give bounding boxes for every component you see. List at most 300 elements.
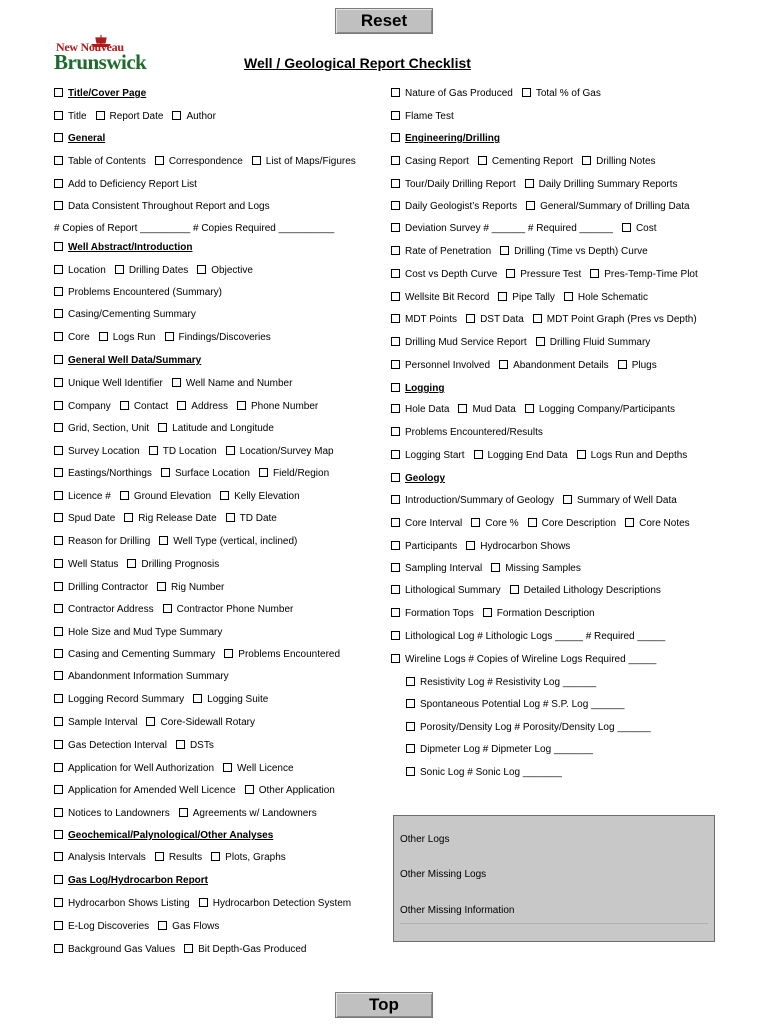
checklist-label: Drilling Contractor	[68, 582, 149, 593]
checklist-row	[54, 829, 273, 843]
checkbox[interactable]	[54, 536, 63, 545]
checklist-label: Contractor Address	[68, 604, 154, 615]
new-brunswick-logo	[54, 34, 166, 76]
checklist-label: Well Name and Number	[185, 378, 293, 389]
checkbox[interactable]	[391, 450, 400, 459]
checkbox[interactable]	[491, 563, 500, 572]
checkbox[interactable]	[391, 541, 400, 550]
checklist-row	[54, 807, 317, 821]
checkbox[interactable]	[483, 608, 492, 617]
checklist-label: Logging End Data	[487, 450, 568, 461]
checklist-row	[54, 308, 196, 322]
checklist-label: Hydrocarbon Shows Listing	[68, 898, 190, 909]
checkbox[interactable]	[54, 423, 63, 432]
checklist-label: Rate of Penetration	[405, 246, 492, 257]
checkbox[interactable]	[582, 156, 591, 165]
checklist-row	[391, 403, 675, 417]
checklist-label: Rig Number	[171, 582, 225, 593]
checkbox[interactable]	[391, 292, 400, 301]
checklist-row	[54, 178, 197, 192]
checkbox[interactable]	[391, 563, 400, 572]
other-missing-logs-label: Other Missing Logs	[400, 869, 487, 880]
checklist-label: TD Location	[162, 446, 217, 457]
checklist-label: Spud Date	[68, 513, 116, 524]
checkbox[interactable]	[391, 111, 400, 120]
checklist-row	[391, 200, 690, 214]
checklist-row	[391, 517, 690, 531]
checkbox[interactable]	[391, 608, 400, 617]
checklist-label: Objective	[211, 265, 253, 276]
checkbox[interactable]	[54, 944, 63, 953]
checkbox[interactable]	[252, 156, 261, 165]
checkbox[interactable]	[499, 360, 508, 369]
checkbox[interactable]	[54, 852, 63, 861]
checklist-label: Core-Sidewall Rotary	[160, 717, 255, 728]
checkbox[interactable]	[466, 541, 475, 550]
checklist-label: Address	[191, 401, 228, 412]
checklist-label: Contact	[133, 401, 169, 412]
checklist-row	[54, 354, 201, 368]
divider	[400, 923, 708, 924]
checkbox[interactable]	[120, 491, 129, 500]
checkbox[interactable]	[54, 763, 63, 772]
checkbox[interactable]	[54, 111, 63, 120]
checkbox[interactable]	[618, 360, 627, 369]
logo-line1: New Nouveau	[56, 40, 124, 54]
checklist-label: Lithological Log # Lithologic Logs _____ # Required _____	[405, 631, 666, 642]
checklist-row	[54, 920, 219, 934]
checkbox[interactable]	[224, 649, 233, 658]
checkbox[interactable]	[391, 269, 400, 278]
checkbox[interactable]	[54, 242, 63, 251]
checklist-row	[391, 426, 543, 440]
checkbox[interactable]	[176, 740, 185, 749]
checklist-row	[54, 648, 340, 662]
checkbox[interactable]	[223, 763, 232, 772]
checklist-label: Daily Geologist’s Reports	[405, 201, 518, 212]
checklist-row	[54, 762, 294, 776]
checklist-label: Sampling Interval	[405, 563, 483, 574]
checklist-label: Add to Deficiency Report List	[68, 179, 197, 190]
checkbox[interactable]	[149, 446, 158, 455]
checkbox[interactable]	[391, 518, 400, 527]
checklist-label: Drilling Prognosis	[141, 559, 220, 570]
checkbox[interactable]	[157, 582, 166, 591]
checklist-label: General/Summary of Drilling Data	[540, 201, 690, 212]
checklist-label: Porosity/Density Log # Porosity/Density Log ______	[420, 722, 651, 733]
checklist-label: Casing and Cementing Summary	[68, 649, 216, 660]
section-heading: Geology	[405, 473, 446, 484]
checklist-label: Pressure Test	[520, 269, 582, 280]
checkbox[interactable]	[54, 582, 63, 591]
checkbox[interactable]	[391, 360, 400, 369]
checklist-label: Kelly Elevation	[234, 491, 300, 502]
checklist-row	[406, 721, 651, 735]
section-heading: General	[68, 133, 106, 144]
checkbox[interactable]	[391, 314, 400, 323]
checklist-label: # Copies of Report _________ # Copies Required __________	[54, 223, 335, 234]
checkbox[interactable]	[54, 446, 63, 455]
checklist-label: Results	[168, 852, 203, 863]
checklist-row	[54, 512, 277, 526]
checkbox[interactable]	[54, 491, 63, 500]
checkbox[interactable]	[54, 694, 63, 703]
checkbox[interactable]	[54, 604, 63, 613]
checkbox[interactable]	[590, 269, 599, 278]
checklist-row	[54, 716, 255, 730]
checklist-label: Casing/Cementing Summary	[68, 309, 196, 320]
checklist-row	[406, 698, 624, 712]
checkbox[interactable]	[179, 808, 188, 817]
checklist-row	[54, 286, 222, 300]
checkbox[interactable]	[406, 744, 415, 753]
checkbox[interactable]	[54, 513, 63, 522]
checklist-label: TD Date	[239, 513, 277, 524]
checklist-label: Formation Description	[496, 608, 595, 619]
checkbox[interactable]	[525, 404, 534, 413]
checklist-row	[54, 400, 318, 414]
section-heading: Logging	[405, 383, 445, 394]
checkbox[interactable]	[115, 265, 124, 274]
checklist-row	[54, 626, 222, 640]
checkbox[interactable]	[406, 699, 415, 708]
checklist-label: Resistivity Log # Resistivity Log ______	[420, 677, 597, 688]
checkbox[interactable]	[165, 332, 174, 341]
checklist-label: Casing Report	[405, 156, 469, 167]
checklist-row	[391, 336, 650, 350]
checkbox[interactable]	[54, 875, 63, 884]
reset-button[interactable]: Reset	[335, 8, 433, 34]
checklist-label: Tour/Daily Drilling Report	[405, 179, 516, 190]
checklist-row	[54, 851, 286, 865]
checklist-label: Mud Data	[472, 404, 516, 415]
checkbox[interactable]	[96, 111, 105, 120]
checklist-label: Well Status	[68, 559, 119, 570]
checkbox[interactable]	[391, 473, 400, 482]
checkbox[interactable]	[259, 468, 268, 477]
checkbox[interactable]	[54, 830, 63, 839]
checkbox[interactable]	[226, 446, 235, 455]
checkbox[interactable]	[120, 401, 129, 410]
checkbox[interactable]	[533, 314, 542, 323]
checkbox[interactable]	[391, 654, 400, 663]
checklist-label: Core Interval	[405, 518, 463, 529]
checklist-row	[54, 558, 219, 572]
checklist-label: Well Licence	[237, 763, 294, 774]
checklist-label: Plugs	[631, 360, 657, 371]
checkbox[interactable]	[54, 179, 63, 188]
checkbox[interactable]	[172, 378, 181, 387]
checklist-label: MDT Points	[405, 314, 458, 325]
checklist-label: Bit Depth-Gas Produced	[198, 944, 307, 955]
checkbox[interactable]	[54, 88, 63, 97]
checklist-row	[391, 382, 444, 396]
checklist-label: Well Type (vertical, inclined)	[173, 536, 298, 547]
section-heading: Engineering/Drilling	[405, 133, 501, 144]
section-heading: Title/Cover Page	[68, 88, 147, 99]
checklist-label: Gas Detection Interval	[68, 740, 167, 751]
checklist-row	[54, 535, 297, 549]
checklist-row	[54, 422, 274, 436]
checklist-label: Application for Well Authorization	[68, 763, 215, 774]
checklist-label: Sonic Log # Sonic Log _______	[420, 767, 562, 778]
checkbox[interactable]	[391, 427, 400, 436]
checklist-label: Survey Location	[68, 446, 140, 457]
checkbox[interactable]	[54, 785, 63, 794]
checkbox[interactable]	[391, 383, 400, 392]
checklist-label: Nature of Gas Produced	[405, 88, 513, 99]
checklist-label: Hydrocarbon Shows	[480, 541, 571, 552]
checklist-row	[391, 155, 656, 169]
checklist-label: Pipe Tally	[512, 292, 555, 303]
section-heading: Gas Log/Hydrocarbon Report	[68, 875, 209, 886]
checkbox[interactable]	[54, 156, 63, 165]
checkbox[interactable]	[199, 898, 208, 907]
checklist-row	[54, 200, 270, 214]
checkbox[interactable]	[146, 717, 155, 726]
checklist-label: Title	[68, 111, 87, 122]
checkbox[interactable]	[184, 944, 193, 953]
checkbox[interactable]	[54, 808, 63, 817]
checkbox[interactable]	[177, 401, 186, 410]
checklist-label: Drilling Mud Service Report	[405, 337, 527, 348]
checklist-row	[54, 739, 214, 753]
checklist-row	[54, 897, 351, 911]
checkbox[interactable]	[391, 156, 400, 165]
checklist-row	[391, 540, 570, 554]
checkbox[interactable]	[525, 179, 534, 188]
checklist-label: Agreements w/ Landowners	[192, 808, 317, 819]
checkbox[interactable]	[127, 559, 136, 568]
section-heading: General Well Data/Summary	[68, 355, 202, 366]
checkbox[interactable]	[536, 337, 545, 346]
checkbox[interactable]	[226, 513, 235, 522]
checkbox[interactable]	[158, 921, 167, 930]
checklist-label: Deviation Survey # ______ # Required ______	[405, 223, 613, 234]
checkbox[interactable]	[478, 156, 487, 165]
checklist-label: Core Notes	[639, 518, 690, 529]
checklist-label: Location/Survey Map	[239, 446, 334, 457]
checkbox[interactable]	[54, 378, 63, 387]
checkbox[interactable]	[54, 649, 63, 658]
checklist-row	[54, 132, 105, 146]
checklist-row	[54, 264, 253, 278]
checklist-label: Drilling Fluid Summary	[549, 337, 651, 348]
checklist-label: Reason for Drilling	[68, 536, 151, 547]
checkbox[interactable]	[54, 559, 63, 568]
checklist-label: Company	[68, 401, 111, 412]
checkbox[interactable]	[245, 785, 254, 794]
checklist-row	[54, 467, 329, 481]
checklist-label: Flame Test	[405, 111, 454, 122]
checkbox[interactable]	[54, 401, 63, 410]
checklist-row	[391, 472, 445, 486]
checkbox[interactable]	[406, 767, 415, 776]
checklist-label: Rig Release Date	[138, 513, 217, 524]
checkbox[interactable]	[406, 722, 415, 731]
checkbox[interactable]	[563, 495, 572, 504]
other-missing-information-label: Other Missing Information	[400, 905, 515, 916]
checklist-row	[54, 377, 292, 391]
checkbox[interactable]	[155, 156, 164, 165]
checklist-label: Sample Interval	[68, 717, 138, 728]
checkbox[interactable]	[54, 898, 63, 907]
checkbox[interactable]	[391, 337, 400, 346]
checkbox[interactable]	[622, 223, 631, 232]
checkbox[interactable]	[54, 332, 63, 341]
checklist-label: Detailed Lithology Descriptions	[523, 585, 661, 596]
checklist-label: Cost vs Depth Curve	[405, 269, 498, 280]
checklist-label: Lithological Summary	[405, 585, 501, 596]
checkbox[interactable]	[458, 404, 467, 413]
checkbox[interactable]	[500, 246, 509, 255]
checklist-label: Unique Well Identifier	[68, 378, 163, 389]
checklist-label: Participants	[405, 541, 458, 552]
checkbox[interactable]	[391, 585, 400, 594]
checklist-label: Introduction/Summary of Geology	[405, 495, 554, 506]
checklist-label: Core Description	[541, 518, 617, 529]
checklist-row	[406, 766, 562, 780]
checklist-label: E-Log Discoveries	[68, 921, 150, 932]
checkbox[interactable]	[506, 269, 515, 278]
checkbox[interactable]	[391, 246, 400, 255]
checklist-label: Other Application	[258, 785, 335, 796]
checkbox[interactable]	[510, 585, 519, 594]
checkbox[interactable]	[54, 671, 63, 680]
checkbox[interactable]	[163, 604, 172, 613]
checkbox[interactable]	[197, 265, 206, 274]
checkbox[interactable]	[99, 332, 108, 341]
checkbox[interactable]	[498, 292, 507, 301]
checkbox[interactable]	[54, 133, 63, 142]
checklist-label: Abandonment Details	[513, 360, 609, 371]
checklist-label: Hole Data	[405, 404, 450, 415]
checklist-label: Application for Amended Well Licence	[68, 785, 236, 796]
checklist-label: Background Gas Values	[68, 944, 176, 955]
checkbox[interactable]	[161, 468, 170, 477]
checklist-row	[54, 110, 216, 124]
checklist-label: Logs Run and Depths	[590, 450, 688, 461]
checklist-label: Daily Drilling Summary Reports	[538, 179, 678, 190]
checklist-row	[406, 743, 593, 757]
checkbox[interactable]	[158, 423, 167, 432]
checkbox[interactable]	[471, 518, 480, 527]
checkbox[interactable]	[159, 536, 168, 545]
section-heading: Geochemical/Palynological/Other Analyses	[68, 830, 274, 841]
checklist-row	[391, 313, 697, 327]
checkbox[interactable]	[172, 111, 181, 120]
checklist-label: Problems Encountered/Results	[405, 427, 543, 438]
checklist-row	[391, 178, 678, 192]
checklist-label: Table of Contents	[68, 156, 146, 167]
other-information-box	[393, 815, 715, 942]
checkbox[interactable]	[237, 401, 246, 410]
checkbox[interactable]	[155, 852, 164, 861]
checkbox[interactable]	[54, 355, 63, 364]
top-button[interactable]: Top	[335, 992, 433, 1018]
checkbox[interactable]	[625, 518, 634, 527]
checklist-row	[391, 607, 595, 621]
checklist-label: Dipmeter Log # Dipmeter Log _______	[420, 744, 593, 755]
checklist-row	[391, 562, 581, 576]
checkbox[interactable]	[577, 450, 586, 459]
checklist-label: Logging Company/Participants	[538, 404, 676, 415]
checklist-label: Logging Record Summary	[68, 694, 185, 705]
checklist-label: Spontaneous Potential Log # S.P. Log ______	[420, 699, 625, 710]
checklist-row	[391, 222, 657, 236]
checklist-label: Logging Start	[405, 450, 465, 461]
checklist-row	[54, 670, 229, 684]
checkbox[interactable]	[391, 223, 400, 232]
checkbox[interactable]	[54, 309, 63, 318]
checklist-row	[54, 581, 224, 595]
checklist-label: DST Data	[480, 314, 524, 325]
checklist-row	[54, 943, 307, 957]
checkbox[interactable]	[391, 495, 400, 504]
checklist-row	[54, 874, 208, 888]
checkbox[interactable]	[391, 133, 400, 142]
checklist-row	[391, 653, 656, 667]
checkbox[interactable]	[54, 921, 63, 930]
checklist-row	[54, 87, 146, 101]
checklist-label: DSTs	[189, 740, 214, 751]
page-title: Well / Geological Report Checklist	[244, 55, 471, 71]
checklist-label: Problems Encountered	[238, 649, 341, 660]
checkbox[interactable]	[564, 292, 573, 301]
checkbox[interactable]	[124, 513, 133, 522]
checkbox[interactable]	[391, 88, 400, 97]
checklist-label: Grid, Section, Unit	[68, 423, 150, 434]
checkbox[interactable]	[54, 287, 63, 296]
checklist-label: Drilling Dates	[128, 265, 189, 276]
checkbox[interactable]	[54, 717, 63, 726]
checkbox[interactable]	[406, 677, 415, 686]
checklist-label: Cementing Report	[491, 156, 574, 167]
checklist-label: Surface Location	[174, 468, 250, 479]
checkbox[interactable]	[522, 88, 531, 97]
checkbox[interactable]	[54, 627, 63, 636]
checklist-row	[54, 445, 334, 459]
checklist-label: Licence #	[68, 491, 111, 502]
checkbox[interactable]	[528, 518, 537, 527]
checkbox[interactable]	[474, 450, 483, 459]
checkbox[interactable]	[54, 740, 63, 749]
checkbox[interactable]	[211, 852, 220, 861]
checkbox[interactable]	[526, 201, 535, 210]
checkbox[interactable]	[466, 314, 475, 323]
logo-line2: Brunswick	[54, 50, 147, 74]
checklist-label: Location	[68, 265, 106, 276]
checklist-label: MDT Point Graph (Pres vs Depth)	[546, 314, 697, 325]
checklist-label: Formation Tops	[405, 608, 474, 619]
checkbox[interactable]	[391, 404, 400, 413]
checklist-label: Logs Run	[112, 332, 156, 343]
checkbox[interactable]	[391, 201, 400, 210]
checkbox[interactable]	[391, 631, 400, 640]
checklist-row	[391, 132, 500, 146]
checkbox[interactable]	[54, 265, 63, 274]
checklist-label: Pres-Temp-Time Plot	[604, 269, 698, 280]
checkbox[interactable]	[54, 201, 63, 210]
checklist-row	[54, 241, 192, 255]
checkbox[interactable]	[54, 468, 63, 477]
checklist-label: Core	[68, 332, 90, 343]
checkbox[interactable]	[391, 179, 400, 188]
checklist-label: List of Maps/Figures	[265, 156, 356, 167]
checkbox[interactable]	[193, 694, 202, 703]
checkbox[interactable]	[220, 491, 229, 500]
checklist-row	[54, 331, 271, 345]
